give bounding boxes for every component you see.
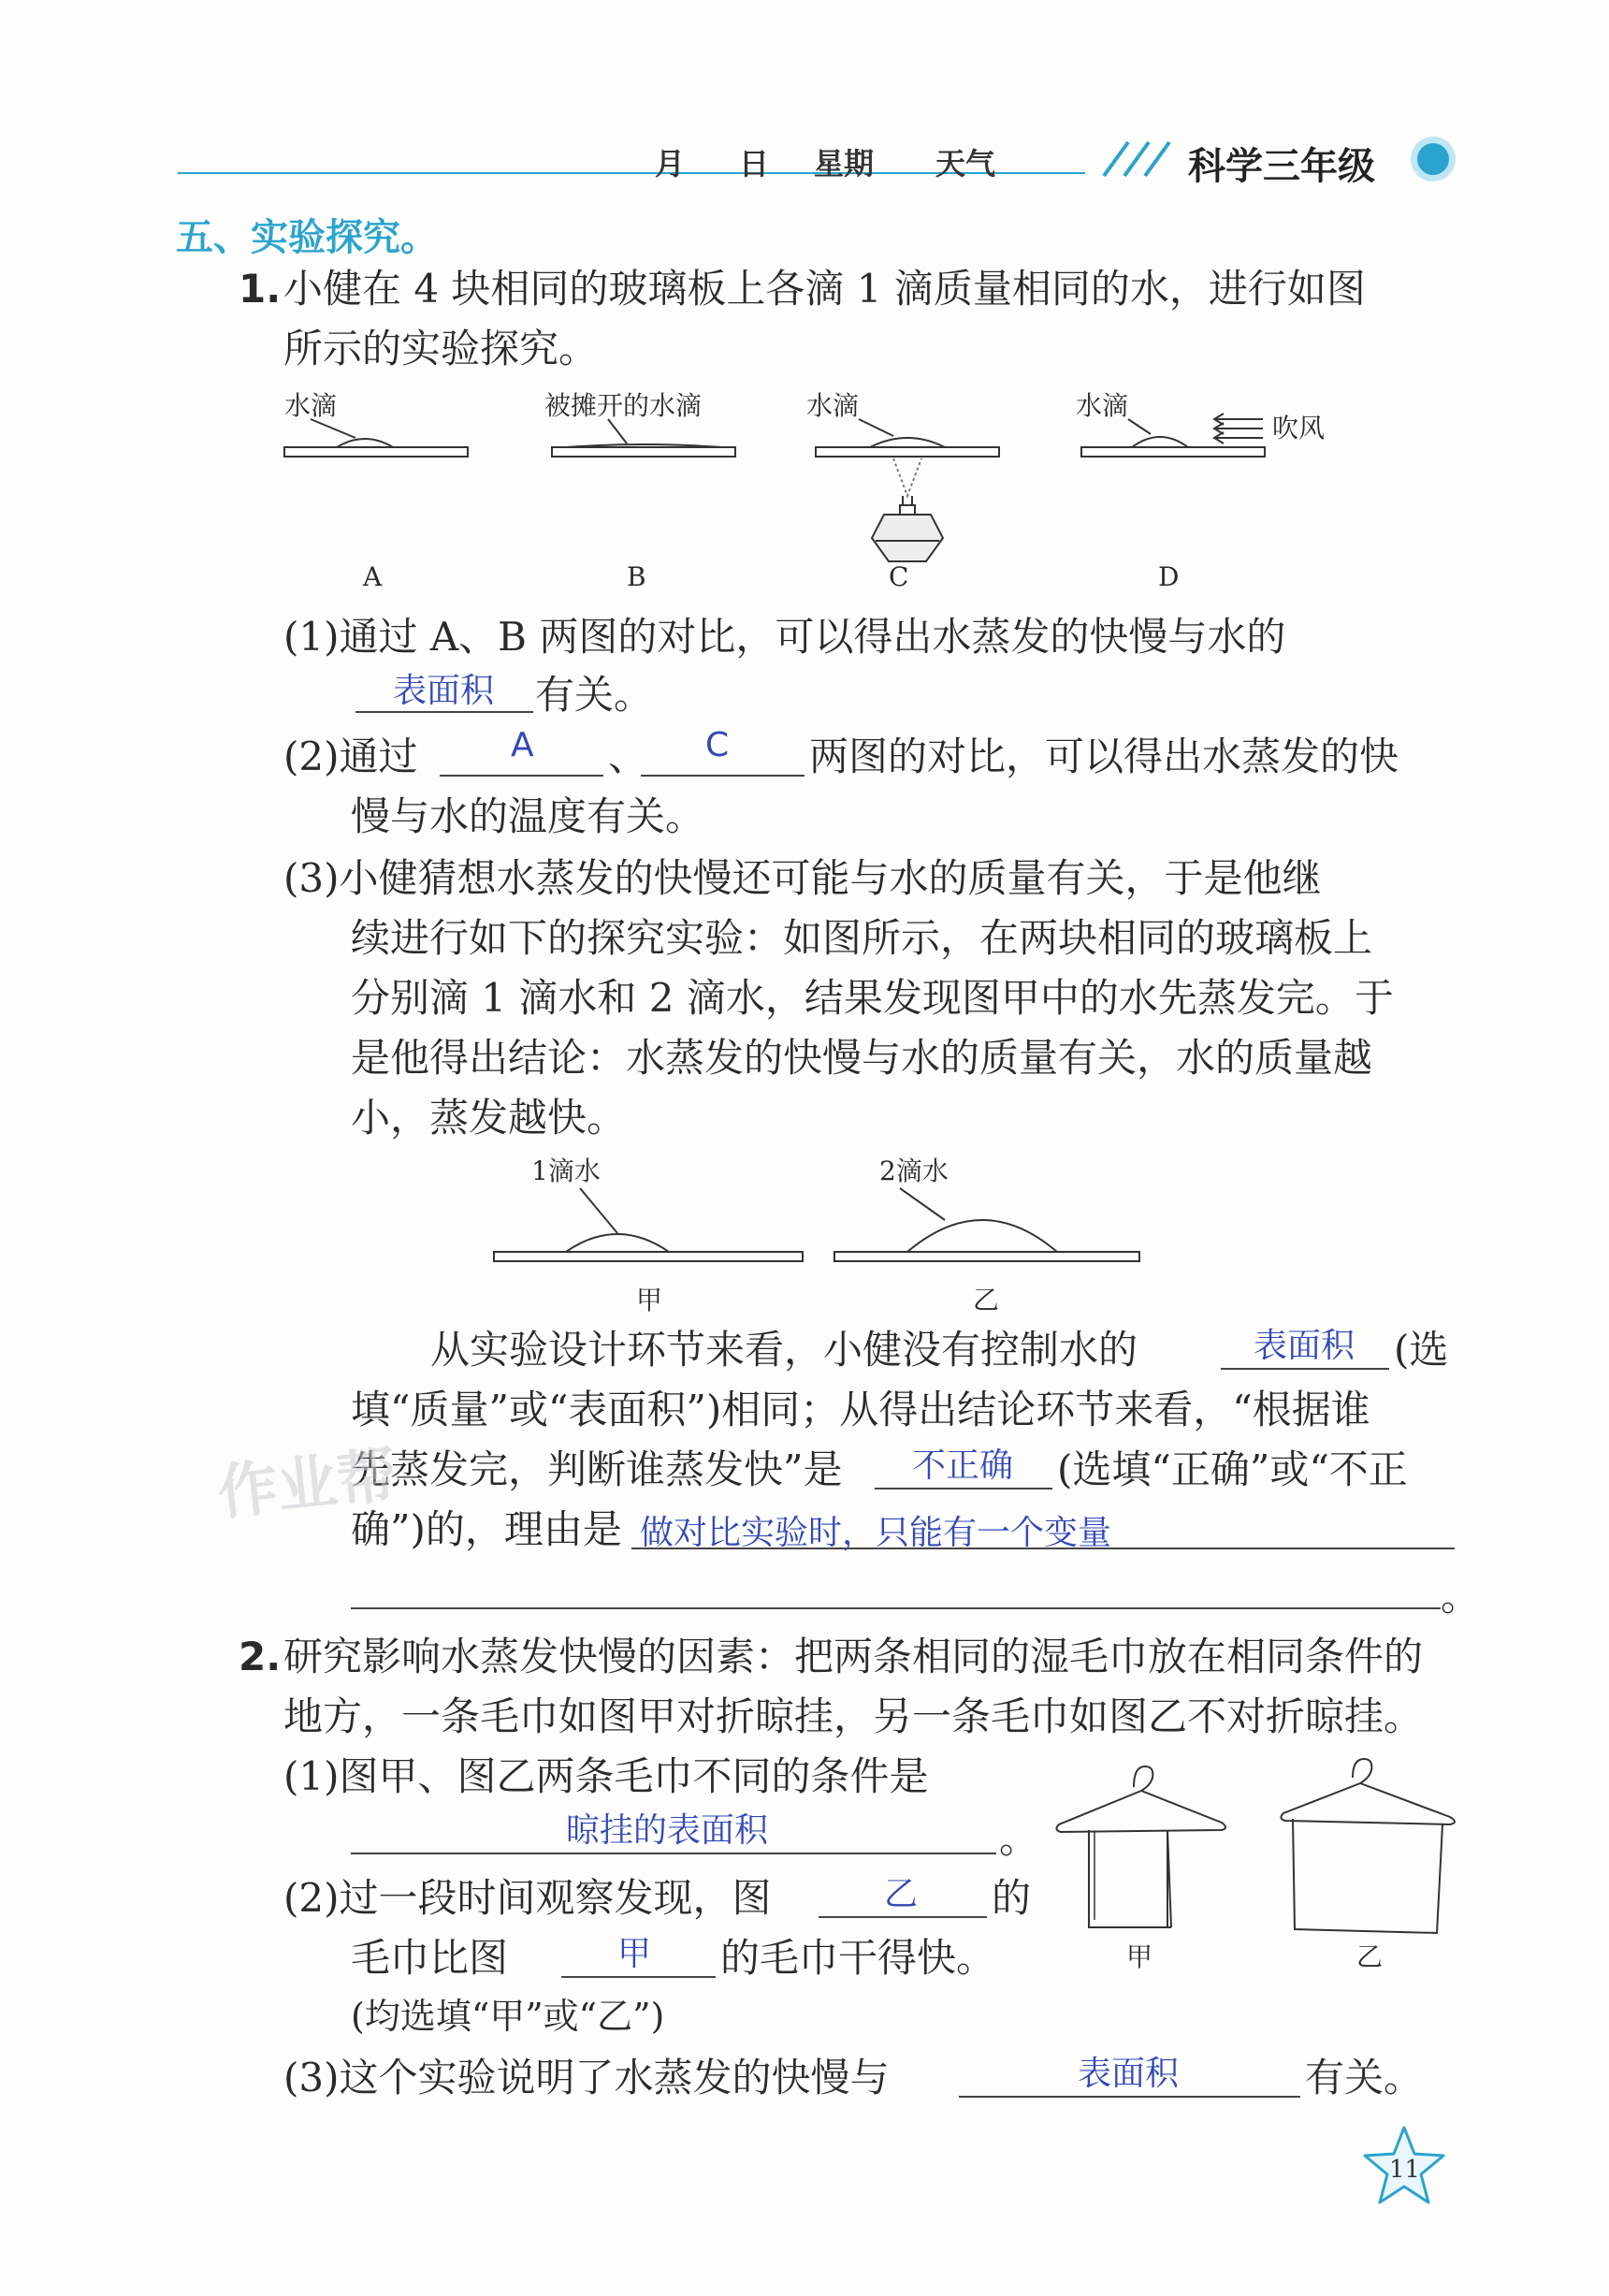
q1-p3-q-line3-suffix: (选填“正确”或“不正 (1057, 1446, 1408, 1492)
q1-p3-blank3-cont (351, 1607, 1441, 1609)
q2-number: 2. (239, 1634, 282, 1679)
q1-p3-line5: 小，蒸发越快。 (351, 1095, 627, 1141)
q1-p3-end-mark: 。 (1441, 1574, 1481, 1620)
q2-stem-line1: 研究影响水蒸发快慢的因素：把两条相同的湿毛巾放在相同条件的 (283, 1634, 1424, 1679)
q2-p1-blank (351, 1853, 996, 1854)
q2-p2-mid: 的 (992, 1875, 1032, 1921)
q1-p3-line2: 续进行如下的探究实验：如图所示，在两块相同的玻璃板上 (351, 915, 1373, 961)
page-number: 11 (1389, 2156, 1421, 2184)
fig-d-wind: 吹风 (1272, 413, 1326, 443)
q2-p2-line2-suffix: 的毛巾干得快。 (720, 1935, 996, 1981)
q2-p3-suffix: 有关。 (1305, 2055, 1424, 2100)
fig-a-label: A (363, 561, 383, 592)
q1-p3-blank1 (1221, 1368, 1389, 1370)
q1-p2-answer2: C (705, 726, 730, 764)
q1-p3-q-line2: 填“质量”或“表面积”)相同；从得出结论环节来看，“根据谁 (351, 1387, 1370, 1432)
fig-d-label: D (1158, 561, 1180, 592)
q2-p1-end: 。 (999, 1816, 1039, 1862)
q2-p2-blank1 (819, 1916, 987, 1918)
q2-stem-line2: 地方，一条毛巾如图甲对折晾挂，另一条毛巾如图乙不对折晾挂。 (283, 1693, 1424, 1739)
fig-a-note: 水滴 (284, 390, 338, 421)
book-title: 科学三年级 (1188, 145, 1375, 188)
q2-p3-blank (959, 2096, 1300, 2098)
fig-yi-note: 2滴水 (879, 1155, 949, 1186)
header-month: 月 (655, 146, 686, 182)
q1-p3-q-line1-suffix: (选 (1394, 1327, 1449, 1373)
q1-p3-blank2 (875, 1488, 1052, 1489)
q1-p3-q-line3-prefix: 先蒸发完，判断谁蒸发快”是 (351, 1446, 843, 1492)
q1-p1-line1: (1)通过 A、B 两图的对比，可以得出水蒸发的快慢与水的 (283, 614, 1286, 660)
q1-p3-answer3: 做对比实验时，只能有一个变量 (640, 1514, 1112, 1552)
q2-p3-prefix: (3)这个实验说明了水蒸发的快慢与 (283, 2055, 890, 2100)
q2-figure-drawing (1048, 1750, 1487, 1974)
q2-p3-answer: 表面积 (1078, 2055, 1180, 2093)
page-number-star (1361, 2124, 1447, 2208)
q1-p2-prefix: (2)通过 (283, 734, 418, 779)
q1-p3-figure (486, 1151, 1141, 1315)
q2-p1-answer: 晾挂的表面积 (566, 1811, 769, 1850)
q2-p2-prefix: (2)过一段时间观察发现，图 (283, 1875, 772, 1921)
fig-d-note: 水滴 (1076, 390, 1129, 421)
q2-figure (1048, 1750, 1487, 1974)
q1-p3-line4: 是他得出结论：水蒸发的快慢与水的质量有关，水的质量越 (351, 1035, 1373, 1081)
q1-figure (271, 374, 1375, 599)
watermark: 作业帮 (214, 1441, 400, 1529)
header-weather: 天气 (935, 146, 996, 182)
q2-fig-yi: 乙 (1356, 1941, 1384, 1972)
q2-fig-jia: 甲 (1126, 1941, 1153, 1972)
q2-p2-answer1: 乙 (884, 1875, 919, 1913)
q2-p2-blank2 (561, 1976, 716, 1978)
q1-number: 1. (239, 266, 282, 312)
q1-p2-line2: 慢与水的温度有关。 (351, 793, 705, 839)
q2-p1-text: (1)图甲、图乙两条毛巾不同的条件是 (283, 1753, 929, 1799)
q1-p2-answer1: A (511, 726, 534, 764)
q1-p3-q-line4-prefix: 确”)的，理由是 (351, 1506, 622, 1552)
section-title: 五、实验探究。 (176, 216, 438, 259)
q1-p3-answer1: 表面积 (1254, 1327, 1355, 1365)
q2-p2-answer2: 甲 (617, 1935, 652, 1973)
q1-p2-blank2 (641, 775, 804, 777)
q1-p1-answer: 表面积 (393, 672, 495, 710)
q2-p2-note: (均选填“甲”或“乙”) (351, 1996, 665, 2037)
q1-p3-line1: (3)小健猜想水蒸发的快慢还可能与水的质量有关，于是他继 (283, 855, 1322, 901)
q2-p2-line2-prefix: 毛巾比图 (351, 1935, 509, 1981)
header-circle-icon (1409, 131, 1465, 187)
header-day: 日 (739, 146, 770, 182)
q1-stem-line2: 所示的实验探究。 (283, 326, 599, 371)
q1-stem-line1: 小健在 4 块相同的玻璃板上各滴 1 滴质量相同的水，进行如图 (283, 266, 1366, 312)
q1-p1-after: 有关。 (535, 672, 654, 718)
q1-p3-answer2: 不正确 (912, 1446, 1014, 1485)
q1-p2-after: 两图的对比，可以得出水蒸发的快 (809, 734, 1399, 779)
fig-c-label: C (889, 561, 909, 592)
fig-jia-note: 1滴水 (531, 1155, 601, 1186)
q1-p3-line3: 分别滴 1 滴水和 2 滴水，结果发现图甲中的水先蒸发完。于 (351, 975, 1394, 1021)
header-bar (178, 131, 1469, 187)
header-weekday: 星期 (814, 146, 875, 182)
q1-p2-sep: 、 (608, 734, 648, 779)
fig-b-label: B (627, 561, 646, 592)
q1-p2-blank1 (440, 775, 603, 777)
q1-p3-q-line1-prefix: 从实验设计环节来看，小健没有控制水的 (430, 1327, 1138, 1373)
fig-c-note: 水滴 (806, 390, 860, 421)
fig-b-note: 被摊开的水滴 (544, 390, 703, 421)
fig-jia-label: 甲 (636, 1285, 663, 1315)
fig-yi-label: 乙 (973, 1285, 1000, 1315)
